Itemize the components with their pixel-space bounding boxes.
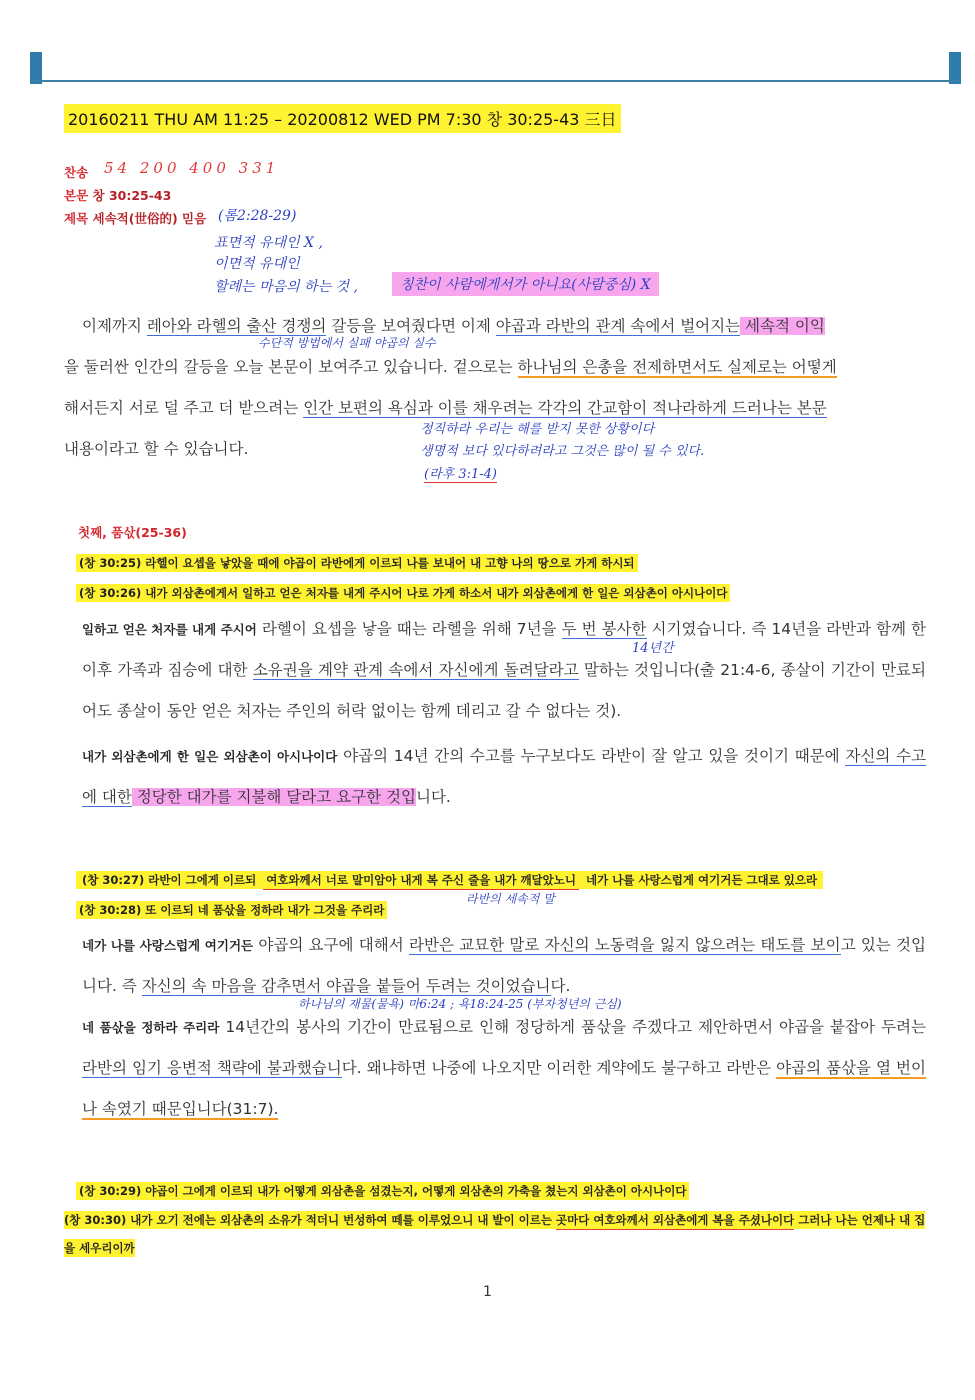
annotation-method-failure: 수단적 방법에서 실패 야곱의 실수 — [258, 336, 436, 350]
verse-text — [64, 1211, 925, 1257]
verse-30-28 — [76, 902, 387, 918]
page-number: 1 — [483, 1284, 492, 1300]
commentary-text: 고 있는 것입니다. 즉 — [82, 936, 926, 995]
intro-line-1 — [64, 306, 926, 347]
commentary-keyword: 네 품삯을 정하라 주리라 — [82, 1020, 220, 1035]
intro-text: 갈등을 보여줬다면 이제 — [326, 317, 496, 335]
annotation-wealth-refs: 하나님의 재물(물욕) 마6:24 ; 욕18:24-25 (부자청년의 근심) — [298, 997, 622, 1011]
verse-text-part: (창 30:27) 라반이 그에게 이르되 — [79, 871, 263, 889]
intro-highlight-secular-interest: 세속적 이익 — [740, 317, 825, 335]
text-line — [64, 186, 171, 204]
intro-text: 해서든지 서로 덜 주고 더 받으려는 — [64, 399, 304, 417]
commentary-underline-ownership: 소유권을 계약 관계 속에서 자신에게 돌려달라고 — [252, 661, 579, 679]
verse-text: (창 30:26) 내가 외삼촌에게서 일하고 얻은 처자를 내게 주시어 나로 가게 하소서 내가 외삼촌에게 한 일은 외삼촌이 아시나이다 — [76, 584, 730, 602]
annotation-inward-jew: 이면적 유대인 — [214, 256, 300, 272]
verse-30-29 — [76, 1183, 689, 1199]
hymn-numbers: 54 200 400 331 — [104, 159, 280, 177]
commentary-underline-ten-times: 야곱의 품삯을 열 번이나 속였기 때문입니다(31:7). — [82, 1059, 926, 1118]
title-line — [64, 209, 206, 227]
commentary-paragraph-1 — [64, 609, 926, 818]
annotation-outward-jew: 표면적 유대인 X , — [214, 235, 323, 251]
verse-text: (창 30:25) 라헬이 요셉을 낳았을 때에 야곱이 라반에게 이르되 나를 보내어 내 고향 나의 땅으로 가게 하시되 — [76, 554, 638, 572]
commentary-underline-cunning-words: 라반은 교묘한 말로 자신의 노동력을 잃지 않으려는 태도를 보이 — [409, 936, 841, 954]
commentary-highlight-fair-wage: 정당한 대가를 지불해 달라고 요구한 것입 — [131, 788, 416, 806]
verse-text-part: 네가 나를 사랑스럽게 여기거든 그대로 있으라 — [579, 871, 820, 889]
intro-line-2 — [64, 347, 926, 388]
title-label: 제목 — [64, 211, 89, 226]
commentary-underline-labor: 자신의 수고에 대한 — [82, 747, 927, 806]
commentary-block-1 — [64, 609, 926, 732]
verse-text: (창 30:29) 야곱이 그에게 이르되 내가 어떻게 외삼촌을 섬겼는지, 어떻게 외삼촌의 가축을 쳤는지 외삼촌이 아시나이다 — [76, 1182, 689, 1200]
verse-30-27 — [76, 872, 823, 888]
intro-line-4: 내용이라고 할 수 있습니다. — [64, 440, 249, 458]
verse-underline-blessing: 여호와께서 너로 말미암아 내게 복 주신 줄을 내가 깨달았노니 — [263, 871, 579, 890]
commentary-text: 다. — [550, 977, 571, 995]
commentary-underline-hidden-heart: 자신의 속 마음을 감추면서 야곱을 붙들어 두려는 것이었습니 — [141, 977, 551, 995]
date-line: 20160211 THU AM 11:25 – 20200812 WED PM 7:30 창 30:25-43 三日 — [64, 104, 621, 133]
commentary-block-2 — [64, 736, 926, 818]
annotation-laban-secular-word: 라반의 세속적 말 — [466, 892, 555, 906]
commentary-text: 라헬이 요셉을 낳을 때는 라헬을 위해 7년을 — [256, 620, 562, 638]
commentary-underline-twice-served: 두 번 봉사한 — [561, 620, 647, 638]
intro-text: 이제까지 — [82, 317, 147, 335]
commentary-text: 야곱의 14년 간의 수고를 누구보다도 라반이 잘 알고 있을 것이기 때문에 — [337, 747, 846, 765]
annotation-praise-not-from-men: 칭찬이 사람에게서가 아니요(사람중심) X — [392, 272, 659, 296]
commentary-keyword: 일하고 얻은 처자를 내게 주시어 — [82, 622, 257, 637]
commentary-underline-ruse: 라반의 임기 응변적 책략에 불과했습니 — [82, 1059, 342, 1077]
commentary-block-4 — [64, 1007, 926, 1130]
commentary-keyword: 네가 나를 사랑스럽게 여기거든 — [82, 938, 254, 953]
intro-underline-birth-competition: 레아와 라헬의 출산 경쟁의 — [146, 317, 327, 335]
verse-text: (창 30:28) 또 이르되 네 품삯을 정하라 내가 그것을 주리라 — [76, 901, 387, 919]
title-value: 세속적(世俗的) 믿음 — [92, 211, 207, 226]
intro-underline-jacob-laban: 야곱과 라반의 관계 속에서 벌어지는 — [495, 317, 741, 335]
verse-30-25 — [76, 555, 638, 571]
verse-underline-blessing-feet: 곳마다 여호와께서 외삼촌에게 복을 주셨나이다 — [556, 1211, 794, 1230]
intro-underline-grace: 하나님의 은총을 전제하면서도 실제로는 어떻게 — [517, 358, 837, 376]
commentary-text: 14년간의 봉사의 기간이 만료됨으로 인해 정당하게 품삯을 주겠다고 제안하면서 야곱을 붙잡아 두려는 — [219, 1018, 926, 1036]
commentary-paragraph-2 — [64, 925, 926, 1130]
verse-text-part: (창 30:30) 내가 오기 전에는 외삼촌의 소유가 적더니 번성하여 떼를 이루었으니 내 발이 이르는 — [64, 1213, 556, 1227]
annotation-life-possible: 생명적 보다 있다하려라고 그것은 많이 될 수 있다. — [420, 444, 705, 459]
annotation-heart-circumcision: 할례는 마음의 하는 것 , — [214, 279, 358, 295]
commentary-text: 말하는 것입니다(출 21:4-6, 종살이 기간이 만료되어도 종살이 동안 얻은 처자는 주인의 허락 없이는 함께 데리고 갈 수 없다는 것). — [82, 661, 926, 720]
section-title-wages: 첫째, 품삯(25-36) — [78, 525, 187, 540]
annotation-14-years: 14년간 — [632, 641, 674, 656]
commentary-text: 야곱의 요구에 대해서 — [253, 936, 409, 954]
intro-underline-greed: 인간 보편의 욕심과 이를 채우려는 각각의 간교함이 적나라하게 드러나는 본문 — [303, 399, 827, 417]
hymn-label: 찬송 — [64, 165, 89, 180]
verse-30-30 — [64, 1206, 926, 1262]
text-label: 본문 — [64, 188, 89, 203]
commentary-keyword: 내가 외삼촌에게 한 일은 외삼촌이 아시나이다 — [82, 749, 338, 764]
annotation-honesty: 정직하라 우리는 해를 받지 못한 상황이다 — [420, 422, 655, 437]
header-rule — [30, 80, 960, 82]
intro-text: 을 둘러싼 인간의 갈등을 오늘 본문이 보여주고 있습니다. 겉으로는 — [64, 358, 518, 376]
verse-text — [76, 871, 823, 889]
commentary-text: 니다. — [415, 788, 451, 806]
annotation-scripture-ref: (라후 3:1-4) — [424, 463, 497, 483]
text-value: 창 30:25-43 — [92, 188, 172, 203]
commentary-text: 시기였습니다. 즉 14년을 라반과 함께 한 이후 가족과 짐승에 대한 — [82, 620, 926, 679]
verse-30-26 — [76, 585, 730, 601]
title-ref-annotation: (롬2:28-29) — [218, 208, 297, 224]
hymn-line — [64, 163, 88, 181]
commentary-text: 다. 왜냐하면 나중에 나오지만 이러한 계약에도 불구하고 라반은 — [341, 1059, 777, 1077]
verse-text-part: 그러나 나는 언제나 내 집을 세우리이까 — [64, 1213, 926, 1255]
